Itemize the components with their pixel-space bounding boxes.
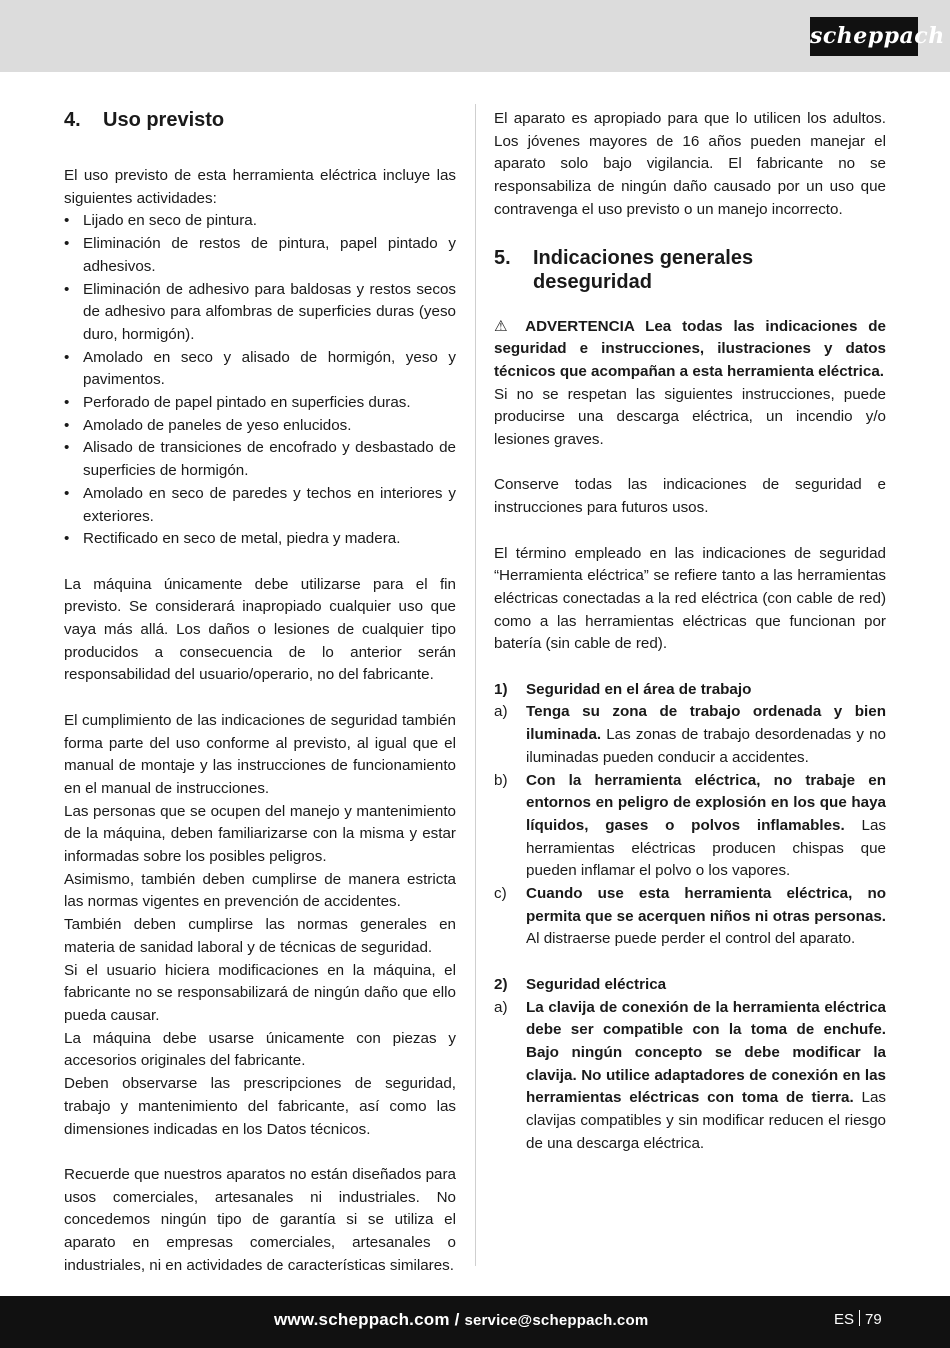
section-4-heading	[64, 108, 456, 132]
website-link[interactable]: www.scheppach.com	[274, 1310, 450, 1329]
page-number: 79	[865, 1311, 882, 1328]
footer-separator: /	[449, 1310, 465, 1329]
list-item: • Amolado en seco de paredes y techos en interiores y exteriores.	[64, 483, 456, 528]
list-item: • Amolado de paneles de yeso enlucidos.	[64, 415, 456, 438]
scheppach-logo: scheppach	[810, 17, 918, 56]
paragraph: Si el usuario hiciera modificaciones en la máquina, el fabricante no se responsabilizará de ningún daño que ello pueda causar.	[64, 961, 456, 1024]
item-text: Las herramientas eléctricas producen chispas que pueden inflamar el polvo o los vapores.	[526, 816, 886, 880]
email-link[interactable]: service@scheppach.com	[464, 1312, 649, 1329]
warning-paragraph	[494, 316, 886, 384]
page-indicator	[834, 1310, 882, 1328]
list-item: • Eliminación de restos de pintura, papel pintado y adhesivos.	[64, 233, 456, 278]
list-item	[494, 883, 886, 951]
intended-use-intro: El uso previsto de esta herramienta eléctrica incluye las siguientes actividades:	[64, 167, 456, 207]
paragraph: Asimismo, también deben cumplirse de manera estricta las normas vigentes en prevención de accidentes.	[64, 870, 456, 911]
item-bold-text: Con la herramienta eléctrica, no trabaje en entornos en peligro de explosión en los que haya líquidos, gases o polvos inflamables.	[526, 771, 886, 834]
footer-bar	[0, 1296, 950, 1348]
section-4-title: Uso previsto	[103, 109, 225, 131]
footer-contact	[274, 1310, 648, 1330]
paragraph: Recuerde que nuestros aparatos no están diseñados para usos comerciales, artesanales ni industriales. No concedemos ningún tipo de garantía si se utiliza el aparato en empresas comerciales, artesanales o industriales, ni en actividades de características similares.	[64, 1165, 456, 1274]
header-band	[0, 0, 950, 72]
intended-use-list	[64, 210, 456, 551]
list-item: • Perforado de papel pintado en superficies duras.	[64, 392, 456, 415]
paragraph: La máquina debe usarse únicamente con piezas y accesorios originales del fabricante.	[64, 1029, 456, 1070]
section-5-title-line1: Indicaciones generales	[533, 246, 754, 269]
section-4-number: 4.	[64, 109, 81, 131]
list-item: • Alisado de transiciones de encofrado y desbastado de superficies de hormigón.	[64, 437, 456, 482]
section-5-title-line2: deseguridad	[533, 270, 652, 293]
paragraph: Las personas que se ocupen del manejo y mantenimiento de la máquina, deben familiarizarse con la misma y estar informadas sobre los posibles peligros.	[64, 802, 456, 866]
item-bold-text: Cuando use esta herramienta eléctrica, no permita que se acerquen niños ni otras personas.	[526, 885, 886, 925]
item-bold-text: La clavija de conexión de la herramienta eléctrica debe ser compatible con la toma de enchufe. Bajo ningún concepto se debe modificar la clavija. No utilice adaptadores de conexión en las herramientas eléctricas con toma de tierra.	[526, 998, 886, 1107]
paragraph: Deben observarse las prescripciones de seguridad, trabajo y mantenimiento del fabricante, así como las dimensiones indicadas en los Datos técnicos.	[64, 1075, 456, 1138]
column-divider	[475, 104, 476, 1266]
paragraph: Si no se respetan las siguientes instrucciones, puede producirse una descarga eléctrica, un incendio y/o lesiones graves.	[494, 385, 886, 449]
list-item	[494, 770, 886, 884]
page-separator	[859, 1310, 860, 1326]
list-item: • Eliminación de adhesivo para baldosas y restos secos de adhesivo para alfombras de superficies duras (yeso duro, hormigón).	[64, 279, 456, 347]
item-label: b)	[494, 771, 508, 789]
item-label: a)	[494, 998, 508, 1016]
right-column	[494, 108, 886, 1155]
paragraph: Conserve todas las indicaciones de seguridad e instrucciones para futuros usos.	[494, 476, 886, 517]
item-text: Al distraerse puede perder el control del aparato.	[526, 930, 856, 948]
paragraph: El aparato es apropiado para que lo utilicen los adultos. Los jóvenes mayores de 16 años pueden manejar el aparato solo bajo vigilancia. El fabricante no se responsabiliza de ningún daño causado por un uso que contravenga el uso previsto o un manejo incorrecto.	[494, 110, 886, 218]
item-text: Las clavijas compatibles y sin modificar reducen el riesgo de una descarga eléctrica.	[526, 1089, 886, 1152]
section-5-heading	[494, 246, 886, 294]
subsection-2-number: 2)	[494, 975, 508, 993]
list-item	[494, 997, 886, 1156]
list-item: • Amolado en seco y alisado de hormigón, yeso y pavimentos.	[64, 347, 456, 392]
left-column	[64, 108, 456, 1277]
item-label: c)	[494, 885, 507, 903]
language-code: ES	[834, 1311, 855, 1328]
subsection-2-title: Seguridad eléctrica	[526, 975, 667, 993]
list-item: • Lijado en seco de pintura.	[64, 210, 456, 233]
item-text: Las zonas de trabajo desordenadas y no iluminadas pueden conducir a accidentes.	[526, 726, 886, 766]
list-item: • Rectificado en seco de metal, piedra y madera.	[64, 528, 456, 551]
paragraph: También deben cumplirse las normas generales en materia de sanidad laboral y de técnicas de seguridad.	[64, 916, 456, 956]
item-bold-text: Tenga su zona de trabajo ordenada y bien iluminada.	[526, 703, 886, 744]
subsection-1-heading	[494, 679, 886, 702]
paragraph: La máquina únicamente debe utilizarse para el fin previsto. Se considerará inapropiado cualquier uso que vaya más allá. Los daños o lesiones de cualquier tipo producidos a consecuencia de lo anterior serán responsabilidad del usuario/operario, no del fabricante.	[64, 575, 456, 684]
warning-triangle-icon: ⚠	[494, 317, 515, 335]
list-item	[494, 701, 886, 769]
item-label: a)	[494, 703, 508, 721]
paragraph: El término empleado en las indicaciones de seguridad “Herramienta eléctrica” se refiere tanto a las herramientas eléctricas conectadas a la red eléctrica (con cable de red) como a las herramientas eléctricas que funcionan por batería (sin cable de red).	[494, 544, 886, 653]
subsection-1-number: 1)	[494, 680, 508, 698]
subsection-2-heading	[494, 974, 886, 997]
paragraph: El cumplimiento de las indicaciones de seguridad también forma parte del uso conforme al previsto, al igual que el manual de montaje y las instrucciones de funcionamiento en el manual de instrucciones.	[64, 711, 456, 797]
warning-bold-text: ADVERTENCIA Lea todas las indicaciones de seguridad e instrucciones, ilustraciones y datos técnicos que acompañan a esta herramienta eléctrica.	[494, 317, 886, 380]
section-5-number: 5.	[494, 246, 511, 269]
subsection-1-title: Seguridad en el área de trabajo	[526, 680, 752, 698]
